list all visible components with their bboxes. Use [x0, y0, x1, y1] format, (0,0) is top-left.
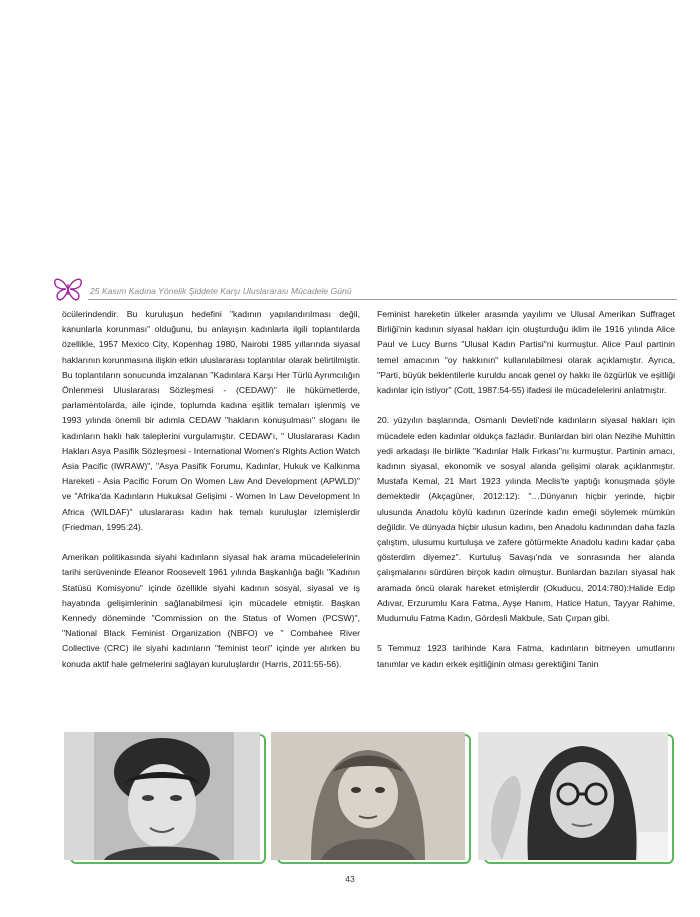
right-paragraph-3: 5 Temmuz 1923 tarihinde Kara Fatma, kadınların bitmeyen umutlarını tanımlar ve kadın erkek eşitliğinin olması gerektiğini Tanin [377, 643, 675, 669]
running-title: 25 Kasım Kadına Yönelik Şiddete Karşı Uluslararası Mücadele Günü [90, 286, 352, 296]
right-paragraph-2: 20. yüzyılın başlarında, Osmanlı Devleti'nde kadınların siyasal hakları için mücadele eden kadınlar oldukça fazladır. Bunlardan biri olan Nezihe Muhittin yedi arkadaşı ile birlikte "Kadınlar Halk Fırkası"nı kurmuştur. Partinin amacı, kadının siyasal, ekonomik ve sosyal alanda gelişimi olarak açıklanmıştır. Mustafa Kemal, 21 Mart 1923 yılında Meclis'te yaptığı konuşmada şöyle demektedir (Akçagüner, 2012:12): "…Dünyanın hiçbir yerinde, hiçbir ulusunda Anadolu köylü kadının üzerinde kadın emeği söylemek mümkün değildir. Ve dünyada hiçbir ulusun kadını, ben Anadolu kadınından daha fazla çalıştım, ulusumu kurtuluşa ve zafere götürmekte Anadolu kadını kadar çaba gösterdim diyemez". Kurtuluş Savaşı'nda ve sonrasında her alanda çalışmalarını sürdüren birçok kadın olmuştur. Bunlardan bazıları siyasal hak aramada öncü olarak hareket etmişlerdir (Okuducu, 2014:780):Halide Edip Adıvar, Erzurumlu Kara Fatma, Ayşe Hanım, Hatice Hatun, Tayyar Rahime, Mudurnulu Fatma Kadın, Gördesli Makbule, Satı Çırpan gibi. [377, 415, 675, 624]
portrait-photo-3 [478, 732, 668, 860]
right-column [377, 307, 675, 672]
portrait-image-2 [271, 732, 465, 860]
page-number: 43 [345, 874, 355, 884]
header-rule [88, 299, 677, 300]
left-paragraph-2: Amerikan politikasında siyahi kadınların siyasal hak arama mücadelelerinin tarihi serüveninde Eleanor Roosevelt 1961 yılında Başkanlığa bağlı "Kadının Statüsü Komisyonu" içinde özellikle siyahi kadının sosyal, siyasal ve iş hayatında gelişimlerinin sağlanabilmesi için mücadele etmiştir. Başkan Kennedy döneminde "Commission on the Status of Women (PCSW)", "National Black Feminist Organization (NBFO) ve " Combahee River Collective (CRC) ile siyahi kadınların "feminist teori" içinde yer alırken bu konuda aktif hale gelmelerini sağlayan kuruluşlardır (Harris, 2011:55-56). [62, 552, 360, 669]
page-header [52, 275, 677, 303]
portrait-photo-1 [64, 732, 260, 860]
left-column [62, 307, 360, 672]
left-paragraph-1: öcülerindendir. Bu kuruluşun hedefini "kadının yapılandırılması değil, kanunlarla korunması" olduğunu, bu anlayışın kadınlarla ilgili toplantılarda özellikle, 1957 Mexico City, Kopenhag 1980, Nairobi 1985 yıllarında siyasal haklarının korunmasına ilişkin etkin uluslararası toplantılar olarak belirtilmiştir. Bu toplantıların sonucunda imzalanan "Kadınlara Karşı Her Türlü Ayrımcılığın Önlenmesi Uluslararası Sözleşmesi - (CEDAW)" ile hükümetlerde, parlamentolarda, aile içinde, toplumda kadına eşitlik temaları işlenmiş ve 1993 yılında önemli bir adımla CEDAW "hakların konuşulması" sloganı ile kadınların haklı hak taleplerini vurgulamıştır. CEDAW'ı, " Uluslararası Kadın Hakları Asya Pasifik Sözleşmesi - International Women's Rights Action Watch Asia Pacific (IWRAW)", "Asya Pasifik Forumu, Kadınlar, Hukuk ve Kalkınma Hareketi - Asia Pacific Forum On Women Law And Development (APWLD)" ve "Afrika'da Kadınların Hukuksal Gelişimi - Women In Law Development In Africa (WILDAF)" uluslararası kadın hak temalı kuruluşlar izlemişlerdir (Friedman, 1995:24). [62, 309, 360, 532]
portrait-image-3 [478, 732, 668, 860]
portrait-image-1 [64, 732, 260, 860]
butterfly-icon [52, 275, 84, 303]
right-paragraph-1: Feminist hareketin ülkeler arasında yayılımı ve Ulusal Amerikan Suffraget Birliği'nin kadının siyasal hakları için oluşturduğu iklim ile 1916 yılında Alice Paul ve Lucy Burns "Ulusal Kadın Partisi"ni kurmuştur. Alice Paul partinin temel amacının "oy hakkının" kullanılabilmesi olarak açıklamıştır. Ayrıca, "Parti, büyük beklentilerle kuruldu ancak genel oy hakkı ile özgürlük ve eşitliği kadınlar için istiyor" (Cott, 1987:54-55) ifadesi ile mücadelelerini anlatmıştır. [377, 309, 675, 396]
portrait-photo-2 [271, 732, 465, 860]
